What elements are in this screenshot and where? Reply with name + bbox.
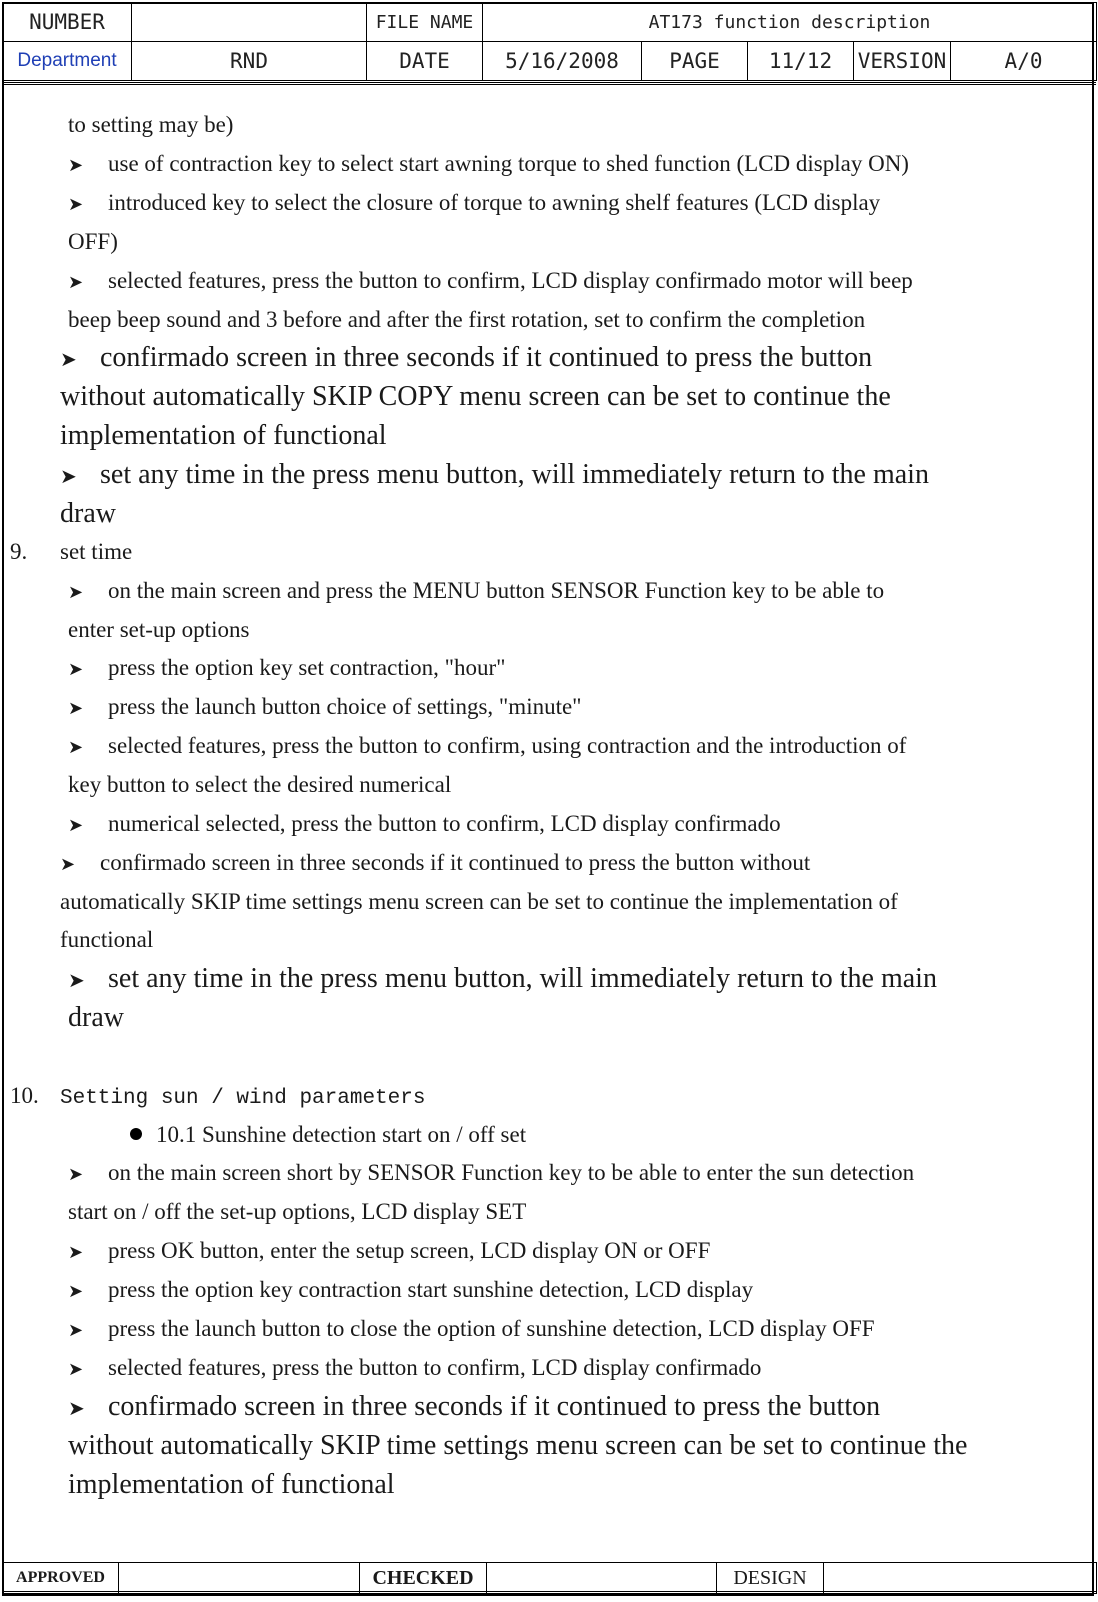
arrow-bullet-icon: ➤ [68, 155, 84, 176]
list-item-text: press OK button, enter the setup screen, LCD display ON or OFF [108, 1238, 711, 1263]
text-line: without automatically SKIP time settings menu screen can be set to continue the [68, 1430, 968, 1461]
list-item [68, 149, 909, 181]
list-item-text: introduced key to select the closure of torque to awning shelf features (LCD display [108, 190, 881, 215]
text-line: functional [60, 927, 154, 952]
file-name-label: FILE NAME [367, 3, 483, 42]
section-heading-9 [10, 537, 132, 567]
list-item [68, 692, 582, 724]
list-item [60, 457, 929, 494]
arrow-bullet-icon: ➤ [60, 347, 77, 371]
list-item-text: use of contraction key to select start awning torque to shed function (LCD display ON) [108, 151, 909, 176]
list-item-text: numerical selected, press the button to confirm, LCD display confirmado [108, 811, 781, 836]
arrow-bullet-icon: ➤ [68, 1242, 84, 1263]
arrow-bullet-icon: ➤ [68, 659, 84, 680]
text-line: automatically SKIP time settings menu screen can be set to continue the implementation of [60, 889, 898, 914]
arrow-bullet-icon: ➤ [68, 1281, 84, 1302]
list-item [68, 1389, 880, 1426]
document-header [2, 2, 1097, 81]
subsection-title: 10.1 Sunshine detection start on / off set [156, 1122, 527, 1147]
list-item-text: press the launch button to close the option of sunshine detection, LCD display OFF [108, 1316, 875, 1341]
approval-footer [2, 1562, 1097, 1594]
list-item-text: selected features, press the button to confirm, LCD display confirmado [108, 1355, 762, 1380]
list-item-text: press the launch button choice of settings, "minute" [108, 694, 582, 719]
list-item-text: on the main screen short by SENSOR Function key to be able to enter the sun detection [108, 1160, 915, 1185]
subsection-heading [130, 1120, 526, 1150]
list-item-text: confirmado screen in three seconds if it continued to press the button without [100, 850, 811, 875]
text-line: start on / off the set-up options, LCD display SET [68, 1199, 527, 1224]
department-label: Department [3, 42, 132, 81]
section-heading-10 [10, 1081, 425, 1114]
arrow-bullet-icon: ➤ [68, 272, 84, 293]
list-item [68, 576, 884, 608]
file-name-value: AT173 function description [483, 3, 1097, 42]
section-title: set time [60, 539, 133, 564]
text-line: draw [68, 1002, 124, 1033]
arrow-bullet-icon: ➤ [68, 698, 84, 719]
list-item-text: set any time in the press menu button, will immediately return to the main [100, 459, 929, 490]
version-label: VERSION [854, 42, 951, 81]
list-item-text: confirmado screen in three seconds if it continued to press the button [100, 342, 873, 373]
arrow-bullet-icon: ➤ [68, 582, 84, 603]
arrow-bullet-icon: ➤ [68, 1164, 84, 1185]
page-label: PAGE [642, 42, 748, 81]
arrow-bullet-icon: ➤ [68, 737, 84, 758]
dot-bullet-icon [130, 1128, 142, 1140]
footer-divider [2, 1591, 1096, 1594]
checked-label: CHECKED [360, 1563, 487, 1594]
number-label: NUMBER [3, 3, 132, 42]
text-line: implementation of functional [68, 1469, 395, 1500]
arrow-bullet-icon: ➤ [68, 815, 84, 836]
list-item [68, 653, 506, 685]
list-item [68, 1158, 914, 1190]
section-number: 10. [10, 1083, 39, 1108]
list-item-text: press the option key contraction start sunshine detection, LCD display [108, 1277, 754, 1302]
arrow-bullet-icon: ➤ [68, 968, 85, 992]
arrow-bullet-icon: ➤ [60, 854, 76, 875]
approved-signature-field [119, 1563, 360, 1594]
design-signature-field [824, 1563, 1097, 1594]
version-value: A/0 [951, 42, 1097, 81]
arrow-bullet-icon: ➤ [68, 1396, 85, 1420]
list-item-text: set any time in the press menu button, will immediately return to the main [108, 963, 937, 994]
arrow-bullet-icon: ➤ [68, 194, 84, 215]
department-value: RND [132, 42, 367, 81]
list-item [68, 1236, 710, 1268]
text-line: enter set-up options [68, 617, 250, 642]
list-item-text: confirmado screen in three seconds if it continued to press the button [108, 1391, 881, 1422]
text-line: draw [60, 498, 116, 529]
date-value: 5/16/2008 [483, 42, 642, 81]
list-item-text: on the main screen and press the MENU button SENSOR Function key to be able to [108, 578, 885, 603]
text-line: to setting may be) [68, 112, 234, 137]
design-label: DESIGN [717, 1563, 824, 1594]
page-value: 11/12 [748, 42, 854, 81]
text-line: without automatically SKIP COPY menu screen can be set to continue the [60, 381, 891, 412]
list-item [68, 961, 937, 998]
header-divider [2, 82, 1096, 85]
arrow-bullet-icon: ➤ [68, 1359, 84, 1380]
list-item [68, 1353, 761, 1385]
number-value [132, 3, 367, 42]
list-item-text: selected features, press the button to confirm, LCD display confirmado motor will beep [108, 268, 913, 293]
text-line: implementation of functional [60, 420, 387, 451]
approved-label: APPROVED [3, 1563, 119, 1594]
list-item-text: selected features, press the button to confirm, using contraction and the introduction of [108, 733, 907, 758]
checked-signature-field [487, 1563, 717, 1594]
section-number: 9. [10, 539, 28, 564]
arrow-bullet-icon: ➤ [60, 464, 77, 488]
list-item [68, 809, 781, 841]
list-item-text: press the option key set contraction, "hour" [108, 655, 506, 680]
section-title: Setting sun / wind parameters [60, 1087, 426, 1110]
list-item [68, 188, 880, 220]
date-label: DATE [367, 42, 483, 81]
list-item [68, 731, 906, 763]
list-item [68, 266, 913, 298]
text-line: beep beep sound and 3 before and after the first rotation, set to confirm the completion [68, 307, 866, 332]
list-item [68, 1275, 753, 1307]
text-line: key button to select the desired numerical [68, 772, 452, 797]
text-line: OFF) [68, 229, 118, 254]
list-item [60, 340, 872, 377]
list-item [60, 848, 810, 880]
list-item [68, 1314, 875, 1346]
arrow-bullet-icon: ➤ [68, 1320, 84, 1341]
